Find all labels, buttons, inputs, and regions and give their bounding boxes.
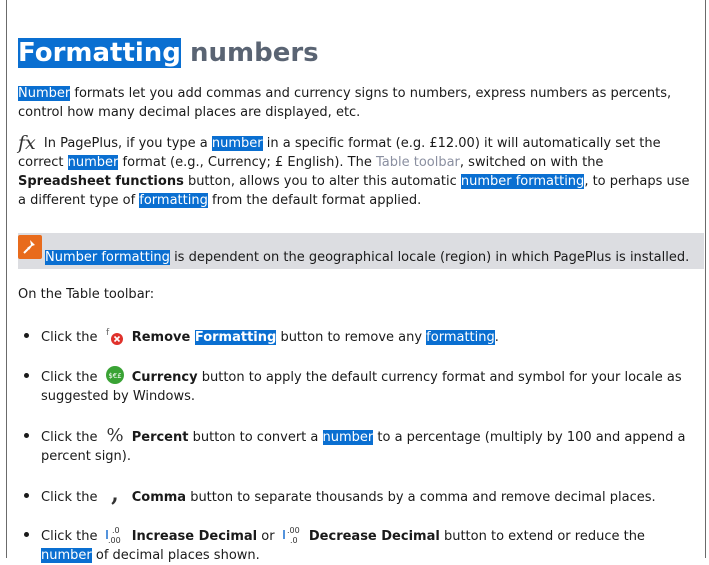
search-highlight: number xyxy=(211,136,263,151)
decrease-decimal-icon xyxy=(281,524,303,546)
search-highlight: Number xyxy=(18,86,71,101)
search-highlight: number xyxy=(322,430,374,445)
search-highlight: number formatting xyxy=(460,174,585,189)
pushpin-icon xyxy=(18,235,42,259)
search-highlight: Formatting xyxy=(18,38,181,68)
search-highlight: Formatting xyxy=(194,330,277,345)
search-highlight: number xyxy=(41,548,92,563)
page-title: Formatting numbers xyxy=(18,38,319,68)
svg-text:,: , xyxy=(110,485,119,507)
bullet xyxy=(24,373,29,378)
note-box xyxy=(18,233,704,269)
search-highlight: number xyxy=(67,155,119,170)
search-highlight: Number formatting xyxy=(45,250,170,265)
intro-paragraph: Number formats let you add commas and currency signs to numbers, express numbers as percents, control how many decimal places are displayed, etc. xyxy=(18,86,672,120)
remove-formatting-icon xyxy=(104,325,126,347)
svg-text:%: % xyxy=(106,425,124,446)
bullet xyxy=(24,333,29,338)
increase-decimal-icon xyxy=(104,524,126,546)
note-text: Number formatting is dependent on the geographical locale (region) in which PagePlus is installed. xyxy=(45,250,690,265)
search-highlight: formatting xyxy=(139,193,208,208)
percent-icon xyxy=(104,425,126,447)
svg-text:.00: .00 xyxy=(107,536,121,545)
svg-text:.0: .0 xyxy=(111,526,120,535)
svg-text:f: f xyxy=(105,328,109,338)
bullet xyxy=(24,493,29,498)
svg-text:.00: .00 xyxy=(286,526,300,535)
table-toolbar-link[interactable]: Table toolbar xyxy=(375,155,460,170)
search-highlight: formatting xyxy=(426,330,495,345)
toolbar-intro: On the Table toolbar: xyxy=(18,287,155,302)
bullet xyxy=(24,532,29,537)
svg-text:$€£: $€£ xyxy=(107,372,122,380)
currency-icon xyxy=(104,365,126,387)
svg-text:.0: .0 xyxy=(289,536,298,545)
comma-icon xyxy=(104,485,126,507)
fx-icon: fx xyxy=(18,132,36,154)
fx-paragraph: fx In PagePlus, if you type a number in a specific format (e.g. £12.00) it will automatically set the correct number format (e.g., Currency; £ English). The Table toolbar, switched on with the Spreadsheet functions button, allows you to alter this automatic number formatting, to perhaps use a different type of formatting from the default format applied. xyxy=(18,132,690,208)
help-page: Formatting numbers Number formats let you add commas and currency signs to numbers, express numbers as percents, control how many decimal places are displayed, etc. fx In PagePlus, if you type a number in a specific format (e.g. £12.00) it will automatically set the correct number format (e.g., Currency; £ English). The Table toolbar, switched on with the Spreadsheet functions button, allows you to alter this automatic number formatting, to perhaps use a different type of formatting from the default format applied. Number formatting is dependent on the geographical locale (region) in which PagePlus is installed. On the Table toolbar: Click the f Remove Formatting button to remove any formatting. Click the $€£ Currency button to apply the default currency format and symbol for your locale as suggested by Windows. Click the % Percent button to convert a number to a percentage (multiply by 100 and append a percent sign). Click the , Comma button to separate thousands by a comma and remove decimal places. Click the .0 .00 Increase Decimal or .00 .0 Decrease Decimal button to extend or reduce the number of decimal places shown. xyxy=(6,0,706,558)
bullet xyxy=(24,433,29,438)
